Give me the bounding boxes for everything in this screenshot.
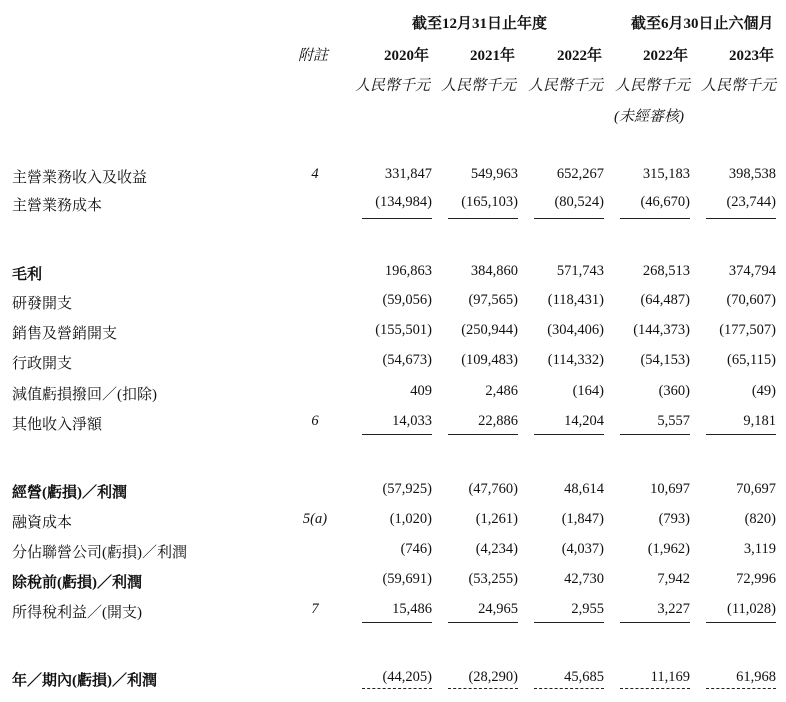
row-value: (118,431) [547,292,604,308]
year-header-3: 2022年 [557,48,603,64]
year-header-4: 2022年 [643,48,689,64]
row-label: 主營業務收入及收益 [12,170,148,186]
total-double-underline [706,688,776,689]
row-value: 72,996 [736,571,776,587]
subtotal-underline [448,218,518,219]
row-value: 11,169 [650,669,690,685]
row-value: (54,673) [382,352,432,368]
total-double-underline [448,688,518,689]
year-header-2: 2021年 [470,48,516,64]
year-header-1: 2020年 [384,48,430,64]
row-value: (70,607) [726,292,776,308]
row-value: (44,205) [382,669,432,685]
subtotal-underline [362,218,432,219]
row-value: 268,513 [642,263,690,279]
subtotal-underline [706,218,776,219]
row-value: (114,332) [547,352,604,368]
row-value: (64,487) [640,292,690,308]
row-note: 5(a) [302,511,328,527]
total-double-underline [534,688,604,689]
row-value: (1,847) [561,511,604,527]
row-value: 22,886 [478,413,518,429]
row-value: 48,614 [564,481,604,497]
row-value: (80,524) [554,194,604,210]
row-value: 7,942 [657,571,690,587]
row-value: (59,056) [382,292,432,308]
total-double-underline [620,688,690,689]
row-value: 15,486 [392,601,432,617]
row-value: 5,557 [657,413,690,429]
row-value: (134,984) [375,194,432,210]
row-value: (155,501) [375,322,432,338]
row-label: 所得稅利益／(開支) [12,605,142,621]
subtotal-underline [534,218,604,219]
row-value: (46,670) [640,194,690,210]
row-value: (746) [400,541,432,557]
subtotal-underline [534,434,604,435]
row-value: 2,955 [571,601,604,617]
unit-header-3: 人民幣千元 [528,78,604,94]
subtotal-underline [534,622,604,623]
subtotal-underline [706,622,776,623]
unit-header-1: 人民幣千元 [355,78,431,94]
row-value: 196,863 [384,263,432,279]
row-value: 14,204 [564,413,604,429]
row-label: 經營(虧損)／利潤 [12,485,127,501]
note-column-header: 附註 [298,48,329,64]
subtotal-underline [620,434,690,435]
row-label: 主營業務成本 [12,198,103,214]
row-value: (165,103) [461,194,518,210]
row-value: 384,860 [470,263,518,279]
row-value: 42,730 [564,571,604,587]
row-value: (820) [744,511,776,527]
row-value: 409 [410,383,432,399]
row-value: (177,507) [719,322,776,338]
row-value: (11,028) [727,601,776,617]
subtotal-underline [448,434,518,435]
row-value: (47,760) [468,481,518,497]
row-value: 24,965 [478,601,518,617]
row-label: 行政開支 [12,356,73,372]
row-value: (164) [572,383,604,399]
row-value: 571,743 [556,263,604,279]
subtotal-underline [448,622,518,623]
row-value: 70,697 [736,481,776,497]
row-value: (109,483) [461,352,518,368]
subtotal-underline [620,622,690,623]
row-value: (1,261) [475,511,518,527]
row-value: 45,685 [564,669,604,685]
header-group1-title: 截至12月31日止年度 [412,16,548,32]
row-value: 3,227 [657,601,690,617]
row-value: 331,847 [384,166,432,182]
row-label: 年／期內(虧損)／利潤 [12,673,157,689]
row-value: 2,486 [485,383,518,399]
row-value: (28,290) [468,669,518,685]
row-value: (250,944) [461,322,518,338]
row-note: 7 [311,601,319,617]
row-label: 減值虧損撥回／(扣除) [12,387,157,403]
row-value: (1,962) [647,541,690,557]
row-value: 10,697 [650,481,690,497]
row-label: 融資成本 [12,515,73,531]
row-value: (4,234) [475,541,518,557]
subtotal-underline [620,218,690,219]
row-note: 6 [311,413,319,429]
row-value: (54,153) [640,352,690,368]
row-value: (23,744) [726,194,776,210]
row-value: (304,406) [547,322,604,338]
row-value: (144,373) [633,322,690,338]
row-value: 315,183 [642,166,690,182]
unaudited-label: (未經審核) [614,109,684,125]
row-value: (65,115) [727,352,776,368]
unit-header-5: 人民幣千元 [701,78,777,94]
subtotal-underline [362,434,432,435]
row-label: 銷售及營銷開支 [12,326,118,342]
row-value: 398,538 [728,166,776,182]
row-value: 3,119 [743,541,776,557]
subtotal-underline [706,434,776,435]
row-value: (97,565) [468,292,518,308]
row-value: (1,020) [389,511,432,527]
unit-header-4: 人民幣千元 [615,78,691,94]
unit-header-2: 人民幣千元 [441,78,517,94]
row-label: 研發開支 [12,296,73,312]
row-value: (360) [658,383,690,399]
row-value: (59,691) [382,571,432,587]
row-value: 14,033 [392,413,432,429]
row-value: (793) [658,511,690,527]
subtotal-underline [362,622,432,623]
row-value: 9,181 [743,413,776,429]
row-value: (49) [751,383,776,399]
row-label: 毛利 [12,267,43,283]
total-double-underline [362,688,432,689]
row-label: 其他收入淨額 [12,417,103,433]
row-value: 61,968 [736,669,776,685]
row-label: 除稅前(虧損)／利潤 [12,575,142,591]
row-value: 549,963 [470,166,518,182]
row-value: (4,037) [561,541,604,557]
year-header-5: 2023年 [729,48,775,64]
row-value: 652,267 [556,166,604,182]
row-value: (53,255) [468,571,518,587]
row-value: 374,794 [728,263,776,279]
row-note: 4 [311,166,319,182]
row-label: 分佔聯營公司(虧損)／利潤 [12,545,187,561]
row-value: (57,925) [382,481,432,497]
header-group2-title: 截至6月30日止六個月 [631,16,774,32]
